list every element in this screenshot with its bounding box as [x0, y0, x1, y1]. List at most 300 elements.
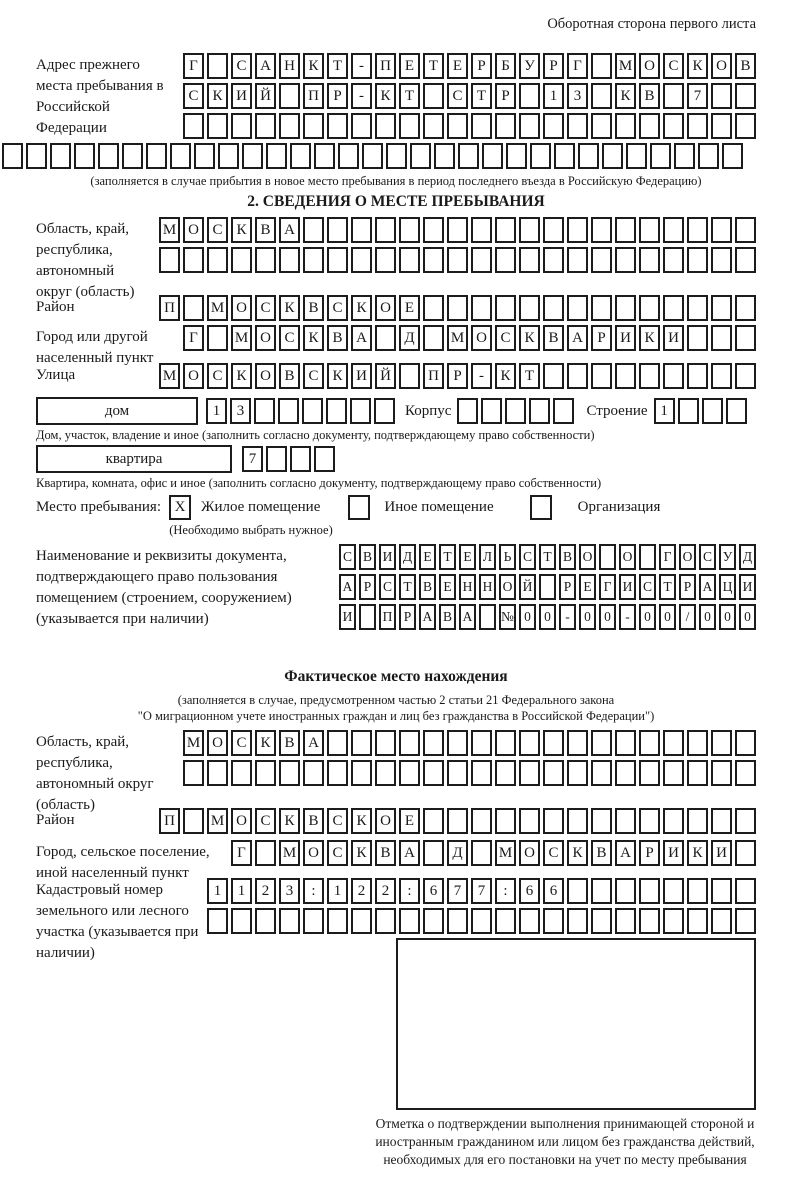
char-cell[interactable] — [591, 730, 612, 756]
char-cell[interactable]: 0 — [579, 604, 596, 630]
char-cell[interactable]: К — [351, 295, 372, 321]
char-cell[interactable] — [375, 730, 396, 756]
char-cell[interactable] — [279, 83, 300, 109]
char-cell[interactable] — [543, 808, 564, 834]
char-cell[interactable] — [519, 113, 540, 139]
char-cell[interactable] — [735, 760, 756, 786]
char-cell[interactable]: А — [567, 325, 588, 351]
char-cell[interactable] — [386, 143, 407, 169]
char-cell[interactable]: Р — [359, 574, 376, 600]
char-cell[interactable] — [567, 363, 588, 389]
char-cell[interactable]: П — [379, 604, 396, 630]
char-cell[interactable]: Т — [327, 53, 348, 79]
char-cell[interactable]: В — [639, 83, 660, 109]
char-cell[interactable] — [303, 113, 324, 139]
char-cell[interactable] — [591, 878, 612, 904]
char-cell[interactable] — [702, 398, 723, 424]
char-cell[interactable] — [591, 217, 612, 243]
char-cell[interactable]: 1 — [543, 83, 564, 109]
char-cell[interactable]: М — [207, 295, 228, 321]
char-cell[interactable]: 1 — [327, 878, 348, 904]
char-cell[interactable] — [735, 808, 756, 834]
char-cell[interactable] — [194, 143, 215, 169]
char-cell[interactable] — [519, 295, 540, 321]
char-cell[interactable]: И — [619, 574, 636, 600]
char-cell[interactable] — [183, 808, 204, 834]
char-cell[interactable]: И — [739, 574, 756, 600]
char-cell[interactable]: С — [447, 83, 468, 109]
char-cell[interactable] — [231, 113, 252, 139]
char-cell[interactable] — [290, 446, 311, 472]
char-cell[interactable]: Й — [375, 363, 396, 389]
char-cell[interactable] — [423, 113, 444, 139]
char-cell[interactable]: Т — [439, 544, 456, 570]
char-cell[interactable]: В — [279, 730, 300, 756]
char-cell[interactable]: К — [207, 83, 228, 109]
char-cell[interactable] — [639, 808, 660, 834]
char-cell[interactable]: О — [375, 295, 396, 321]
char-cell[interactable] — [687, 908, 708, 934]
char-cell[interactable]: Л — [479, 544, 496, 570]
char-cell[interactable]: К — [279, 808, 300, 834]
char-cell[interactable]: 0 — [639, 604, 656, 630]
char-cell[interactable] — [351, 760, 372, 786]
char-cell[interactable]: С — [303, 363, 324, 389]
char-cell[interactable] — [183, 113, 204, 139]
char-cell[interactable] — [207, 53, 228, 79]
char-cell[interactable]: 2 — [255, 878, 276, 904]
char-cell[interactable]: 1 — [206, 398, 227, 424]
char-cell[interactable]: А — [459, 604, 476, 630]
char-cell[interactable] — [663, 247, 684, 273]
char-cell[interactable] — [735, 83, 756, 109]
char-cell[interactable] — [591, 760, 612, 786]
char-cell[interactable] — [327, 730, 348, 756]
char-cell[interactable]: К — [495, 363, 516, 389]
char-cell[interactable]: 0 — [539, 604, 556, 630]
char-cell[interactable]: К — [639, 325, 660, 351]
char-cell[interactable] — [519, 83, 540, 109]
char-cell[interactable]: Р — [399, 604, 416, 630]
char-cell[interactable]: В — [359, 544, 376, 570]
char-cell[interactable] — [495, 760, 516, 786]
char-cell[interactable] — [447, 908, 468, 934]
char-cell[interactable] — [159, 247, 180, 273]
char-cell[interactable] — [543, 247, 564, 273]
char-cell[interactable] — [375, 113, 396, 139]
char-cell[interactable]: 0 — [739, 604, 756, 630]
char-cell[interactable]: С — [231, 730, 252, 756]
char-cell[interactable] — [711, 247, 732, 273]
char-cell[interactable]: О — [303, 840, 324, 866]
char-cell[interactable] — [711, 908, 732, 934]
char-cell[interactable] — [687, 113, 708, 139]
char-cell[interactable] — [351, 908, 372, 934]
char-cell[interactable]: О — [471, 325, 492, 351]
char-cell[interactable] — [543, 217, 564, 243]
char-cell[interactable]: С — [255, 808, 276, 834]
char-cell[interactable] — [375, 760, 396, 786]
char-cell[interactable]: Й — [519, 574, 536, 600]
char-cell[interactable] — [266, 446, 287, 472]
char-cell[interactable]: К — [351, 840, 372, 866]
char-cell[interactable]: - — [619, 604, 636, 630]
char-cell[interactable] — [399, 247, 420, 273]
char-cell[interactable] — [495, 113, 516, 139]
char-cell[interactable]: В — [419, 574, 436, 600]
char-cell[interactable] — [207, 908, 228, 934]
char-cell[interactable]: 7 — [471, 878, 492, 904]
char-cell[interactable] — [639, 908, 660, 934]
char-cell[interactable]: 6 — [519, 878, 540, 904]
char-cell[interactable] — [471, 247, 492, 273]
char-cell[interactable] — [687, 247, 708, 273]
char-cell[interactable] — [362, 143, 383, 169]
char-cell[interactable] — [423, 730, 444, 756]
char-cell[interactable]: К — [375, 83, 396, 109]
char-cell[interactable] — [663, 217, 684, 243]
char-cell[interactable] — [567, 247, 588, 273]
char-cell[interactable]: Р — [559, 574, 576, 600]
char-cell[interactable] — [423, 295, 444, 321]
char-cell[interactable]: Е — [399, 295, 420, 321]
char-cell[interactable] — [711, 808, 732, 834]
char-cell[interactable] — [602, 143, 623, 169]
char-cell[interactable] — [338, 143, 359, 169]
char-cell[interactable]: 7 — [447, 878, 468, 904]
char-cell[interactable]: Е — [419, 544, 436, 570]
char-cell[interactable] — [567, 295, 588, 321]
char-cell[interactable] — [615, 908, 636, 934]
char-cell[interactable]: Т — [399, 574, 416, 600]
char-cell[interactable]: О — [255, 325, 276, 351]
char-cell[interactable] — [423, 217, 444, 243]
char-cell[interactable] — [457, 398, 478, 424]
char-cell[interactable] — [447, 808, 468, 834]
char-cell[interactable] — [266, 143, 287, 169]
char-cell[interactable]: Е — [399, 808, 420, 834]
char-cell[interactable] — [399, 113, 420, 139]
char-cell[interactable] — [506, 143, 527, 169]
char-cell[interactable] — [255, 908, 276, 934]
char-cell[interactable]: К — [303, 53, 324, 79]
char-cell[interactable] — [423, 247, 444, 273]
char-cell[interactable] — [687, 878, 708, 904]
char-cell[interactable]: : — [495, 878, 516, 904]
char-cell[interactable]: Г — [659, 544, 676, 570]
char-cell[interactable]: П — [423, 363, 444, 389]
char-cell[interactable]: Р — [471, 53, 492, 79]
char-cell[interactable] — [567, 760, 588, 786]
char-cell[interactable]: Т — [539, 544, 556, 570]
char-cell[interactable]: 1 — [207, 878, 228, 904]
char-cell[interactable] — [314, 446, 335, 472]
char-cell[interactable] — [543, 113, 564, 139]
char-cell[interactable] — [375, 325, 396, 351]
char-cell[interactable] — [663, 113, 684, 139]
char-cell[interactable]: 0 — [519, 604, 536, 630]
char-cell[interactable] — [505, 398, 526, 424]
char-cell[interactable]: 0 — [659, 604, 676, 630]
char-cell[interactable] — [122, 143, 143, 169]
char-cell[interactable] — [591, 247, 612, 273]
char-cell[interactable]: - — [559, 604, 576, 630]
char-cell[interactable] — [302, 398, 323, 424]
char-cell[interactable]: К — [567, 840, 588, 866]
char-cell[interactable]: 3 — [279, 878, 300, 904]
char-cell[interactable] — [650, 143, 671, 169]
char-cell[interactable]: : — [399, 878, 420, 904]
char-cell[interactable]: В — [559, 544, 576, 570]
char-cell[interactable] — [639, 730, 660, 756]
char-cell[interactable] — [399, 730, 420, 756]
checkbox-other-premises[interactable] — [348, 495, 370, 520]
char-cell[interactable]: П — [159, 808, 180, 834]
char-cell[interactable]: Г — [183, 325, 204, 351]
char-cell[interactable]: М — [207, 808, 228, 834]
char-cell[interactable]: С — [327, 840, 348, 866]
char-cell[interactable] — [327, 217, 348, 243]
char-cell[interactable]: А — [339, 574, 356, 600]
char-cell[interactable]: К — [279, 295, 300, 321]
char-cell[interactable]: В — [591, 840, 612, 866]
char-cell[interactable] — [218, 143, 239, 169]
char-cell[interactable] — [495, 247, 516, 273]
char-cell[interactable] — [2, 143, 23, 169]
char-cell[interactable]: Д — [399, 544, 416, 570]
char-cell[interactable] — [327, 113, 348, 139]
char-cell[interactable]: К — [687, 840, 708, 866]
char-cell[interactable] — [639, 247, 660, 273]
char-cell[interactable] — [495, 295, 516, 321]
char-cell[interactable] — [639, 363, 660, 389]
char-cell[interactable] — [207, 325, 228, 351]
char-cell[interactable]: С — [663, 53, 684, 79]
char-cell[interactable]: В — [327, 325, 348, 351]
char-cell[interactable]: И — [339, 604, 356, 630]
char-cell[interactable] — [447, 760, 468, 786]
char-cell[interactable] — [410, 143, 431, 169]
char-cell[interactable]: В — [735, 53, 756, 79]
char-cell[interactable]: К — [231, 363, 252, 389]
char-cell[interactable] — [350, 398, 371, 424]
char-cell[interactable]: Р — [543, 53, 564, 79]
char-cell[interactable]: Т — [519, 363, 540, 389]
char-cell[interactable]: № — [499, 604, 516, 630]
char-cell[interactable] — [615, 217, 636, 243]
char-cell[interactable] — [591, 113, 612, 139]
char-cell[interactable]: И — [663, 325, 684, 351]
char-cell[interactable]: Р — [327, 83, 348, 109]
char-cell[interactable]: Р — [639, 840, 660, 866]
char-cell[interactable] — [26, 143, 47, 169]
char-cell[interactable]: Е — [439, 574, 456, 600]
char-cell[interactable] — [279, 113, 300, 139]
char-cell[interactable] — [254, 398, 275, 424]
char-cell[interactable]: П — [159, 295, 180, 321]
char-cell[interactable]: 2 — [375, 878, 396, 904]
char-cell[interactable]: М — [495, 840, 516, 866]
char-cell[interactable]: Н — [279, 53, 300, 79]
char-cell[interactable] — [711, 730, 732, 756]
char-cell[interactable] — [591, 53, 612, 79]
char-cell[interactable]: 7 — [687, 83, 708, 109]
char-cell[interactable]: К — [615, 83, 636, 109]
char-cell[interactable] — [711, 113, 732, 139]
char-cell[interactable] — [711, 325, 732, 351]
char-cell[interactable] — [482, 143, 503, 169]
char-cell[interactable]: 1 — [231, 878, 252, 904]
char-cell[interactable] — [278, 398, 299, 424]
char-cell[interactable] — [458, 143, 479, 169]
char-cell[interactable] — [615, 363, 636, 389]
char-cell[interactable] — [567, 878, 588, 904]
char-cell[interactable] — [303, 217, 324, 243]
char-cell[interactable] — [423, 808, 444, 834]
char-cell[interactable] — [98, 143, 119, 169]
char-cell[interactable]: 1 — [654, 398, 675, 424]
char-cell[interactable]: М — [159, 217, 180, 243]
char-cell[interactable] — [687, 217, 708, 243]
char-cell[interactable] — [495, 808, 516, 834]
char-cell[interactable] — [615, 760, 636, 786]
char-cell[interactable]: У — [519, 53, 540, 79]
char-cell[interactable]: О — [619, 544, 636, 570]
char-cell[interactable] — [687, 730, 708, 756]
char-cell[interactable] — [543, 908, 564, 934]
char-cell[interactable] — [663, 83, 684, 109]
char-cell[interactable] — [698, 143, 719, 169]
char-cell[interactable] — [591, 908, 612, 934]
char-cell[interactable] — [639, 760, 660, 786]
char-cell[interactable]: К — [327, 363, 348, 389]
char-cell[interactable] — [303, 908, 324, 934]
char-cell[interactable] — [50, 143, 71, 169]
char-cell[interactable]: О — [231, 295, 252, 321]
char-cell[interactable]: М — [447, 325, 468, 351]
char-cell[interactable] — [255, 840, 276, 866]
char-cell[interactable] — [554, 143, 575, 169]
char-cell[interactable]: : — [303, 878, 324, 904]
char-cell[interactable] — [399, 363, 420, 389]
char-cell[interactable] — [626, 143, 647, 169]
char-cell[interactable]: У — [719, 544, 736, 570]
char-cell[interactable] — [423, 760, 444, 786]
char-cell[interactable] — [530, 143, 551, 169]
house-type-box[interactable]: дом — [36, 397, 198, 425]
char-cell[interactable] — [735, 247, 756, 273]
char-cell[interactable] — [591, 808, 612, 834]
char-cell[interactable]: М — [183, 730, 204, 756]
char-cell[interactable]: С — [255, 295, 276, 321]
char-cell[interactable]: С — [183, 83, 204, 109]
char-cell[interactable]: Р — [591, 325, 612, 351]
char-cell[interactable] — [471, 113, 492, 139]
char-cell[interactable] — [663, 295, 684, 321]
char-cell[interactable] — [327, 760, 348, 786]
char-cell[interactable]: О — [183, 217, 204, 243]
char-cell[interactable] — [242, 143, 263, 169]
char-cell[interactable] — [519, 808, 540, 834]
char-cell[interactable] — [183, 760, 204, 786]
char-cell[interactable] — [687, 760, 708, 786]
char-cell[interactable] — [326, 398, 347, 424]
char-cell[interactable]: 6 — [543, 878, 564, 904]
char-cell[interactable]: 2 — [351, 878, 372, 904]
char-cell[interactable] — [543, 760, 564, 786]
char-cell[interactable] — [255, 760, 276, 786]
char-cell[interactable] — [663, 730, 684, 756]
char-cell[interactable] — [711, 295, 732, 321]
char-cell[interactable] — [423, 908, 444, 934]
char-cell[interactable] — [687, 808, 708, 834]
char-cell[interactable] — [303, 247, 324, 273]
char-cell[interactable]: С — [699, 544, 716, 570]
char-cell[interactable] — [351, 730, 372, 756]
char-cell[interactable] — [567, 217, 588, 243]
char-cell[interactable] — [735, 113, 756, 139]
char-cell[interactable] — [591, 363, 612, 389]
char-cell[interactable]: Р — [679, 574, 696, 600]
char-cell[interactable] — [423, 325, 444, 351]
char-cell[interactable]: Г — [231, 840, 252, 866]
checkbox-residential[interactable]: X — [169, 495, 191, 520]
char-cell[interactable]: Е — [447, 53, 468, 79]
char-cell[interactable]: А — [255, 53, 276, 79]
char-cell[interactable] — [567, 113, 588, 139]
char-cell[interactable] — [519, 908, 540, 934]
char-cell[interactable]: Т — [399, 83, 420, 109]
char-cell[interactable]: С — [231, 53, 252, 79]
char-cell[interactable]: Т — [423, 53, 444, 79]
char-cell[interactable] — [519, 247, 540, 273]
char-cell[interactable]: Г — [599, 574, 616, 600]
char-cell[interactable] — [663, 878, 684, 904]
char-cell[interactable]: К — [687, 53, 708, 79]
char-cell[interactable]: О — [639, 53, 660, 79]
char-cell[interactable] — [615, 878, 636, 904]
char-cell[interactable]: П — [303, 83, 324, 109]
char-cell[interactable] — [279, 247, 300, 273]
char-cell[interactable]: И — [615, 325, 636, 351]
char-cell[interactable]: В — [439, 604, 456, 630]
char-cell[interactable]: В — [279, 363, 300, 389]
char-cell[interactable] — [207, 760, 228, 786]
char-cell[interactable] — [471, 808, 492, 834]
char-cell[interactable]: Р — [495, 83, 516, 109]
char-cell[interactable]: И — [351, 363, 372, 389]
char-cell[interactable]: О — [579, 544, 596, 570]
char-cell[interactable] — [447, 217, 468, 243]
char-cell[interactable] — [735, 908, 756, 934]
char-cell[interactable] — [578, 143, 599, 169]
char-cell[interactable] — [183, 295, 204, 321]
char-cell[interactable]: А — [615, 840, 636, 866]
char-cell[interactable] — [663, 760, 684, 786]
char-cell[interactable] — [711, 217, 732, 243]
char-cell[interactable] — [722, 143, 743, 169]
char-cell[interactable] — [74, 143, 95, 169]
char-cell[interactable] — [711, 760, 732, 786]
char-cell[interactable] — [615, 295, 636, 321]
char-cell[interactable] — [170, 143, 191, 169]
char-cell[interactable] — [615, 247, 636, 273]
char-cell[interactable] — [674, 143, 695, 169]
char-cell[interactable] — [735, 840, 756, 866]
char-cell[interactable] — [231, 760, 252, 786]
char-cell[interactable] — [687, 295, 708, 321]
char-cell[interactable]: 7 — [242, 446, 263, 472]
